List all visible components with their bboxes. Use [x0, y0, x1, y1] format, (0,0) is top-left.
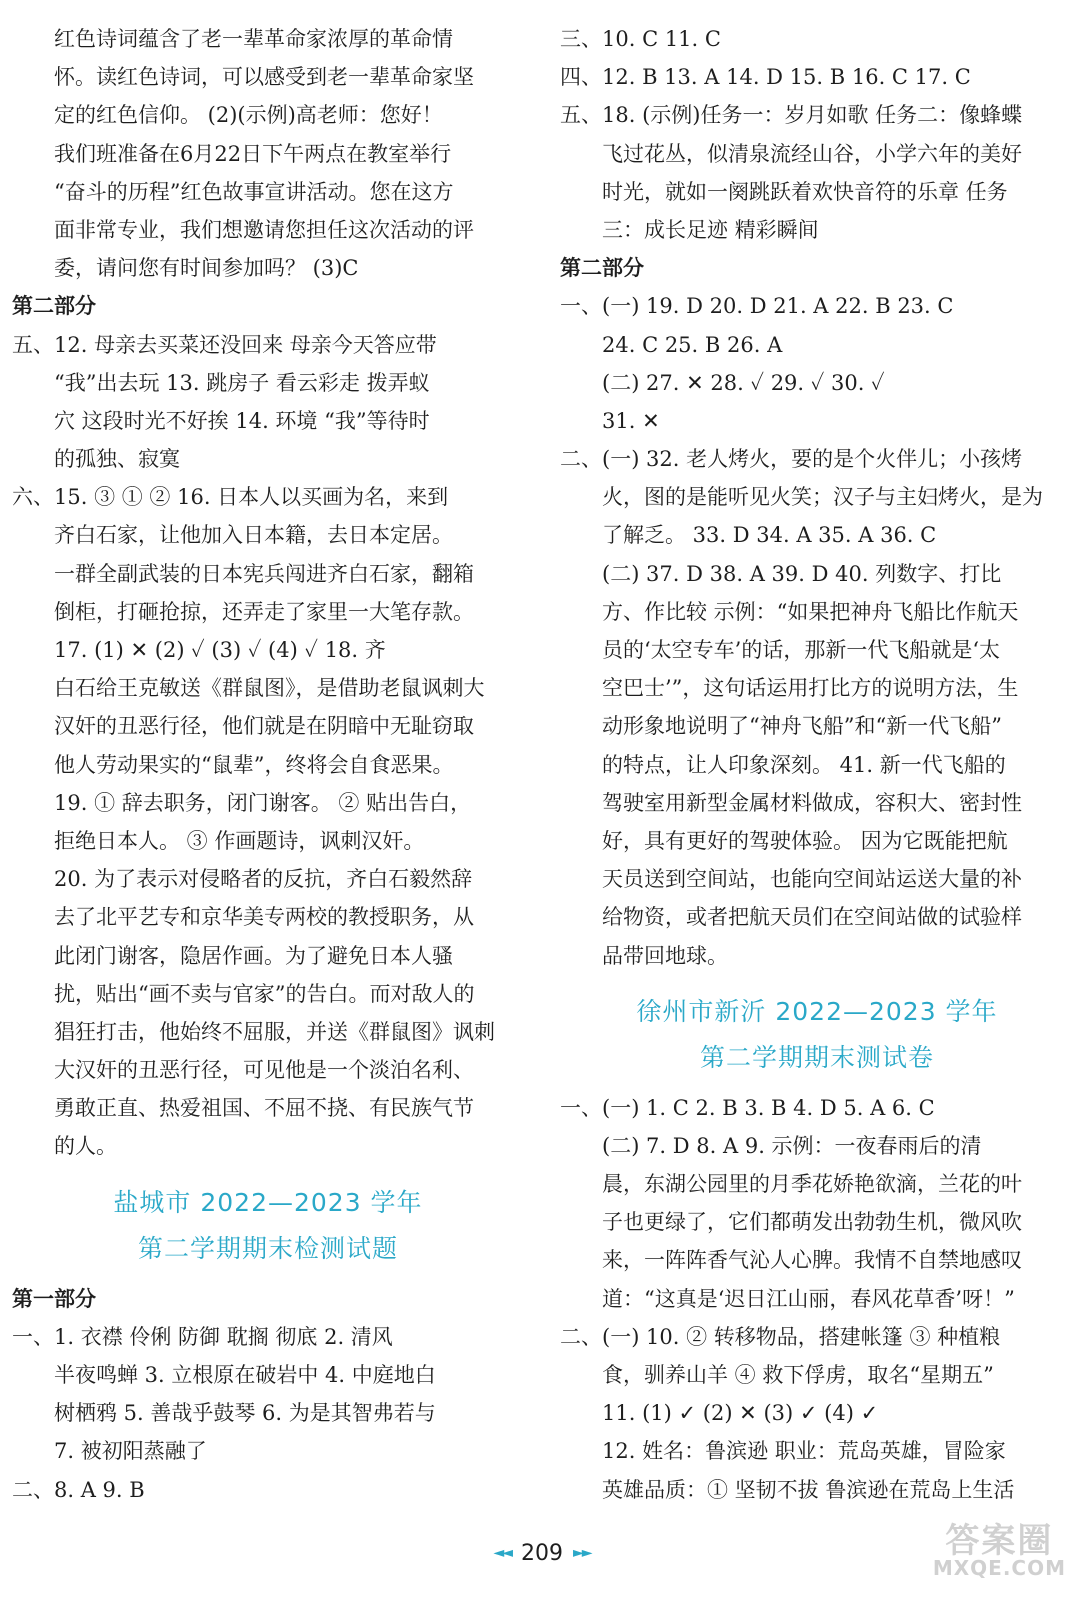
answer-line: 英雄品质：① 坚韧不拔 鲁滨逊在荒岛上生活 [602, 1477, 1015, 1502]
answer-line: 齐白石家，让他加入日本籍，去日本定居。 [54, 523, 453, 548]
answer-line: 17. (1) ✕ (2) ✓ (3) ✓ (4) ✓ 18. 齐 [54, 638, 386, 662]
page-number-text: 209 [521, 1540, 563, 1566]
answer-line: 红色诗词蕴含了老一辈革命家浓厚的革命情 [54, 27, 453, 51]
answer-line: 空巴士’”，这句话运用打比方的说明方法，生 [602, 676, 1019, 701]
watermark-site: MXQE.COM [932, 1556, 1066, 1580]
answer-line: 24. C 25. B 26. A [602, 332, 783, 357]
answer-line: 四、12. B 13. A 14. D 15. B 16. C 17. C [560, 65, 971, 90]
answer-line: 猖狂打击，他始终不屈服，并送《群鼠图》讽刺 [54, 1019, 495, 1044]
answer-line: 的人。 [54, 1134, 117, 1159]
answer-line: 11. (1) ✓ (2) ✕ (3) ✓ (4) ✓ [602, 1401, 879, 1426]
page-number [0, 1540, 1084, 1566]
left-answer-lines-after [12, 1280, 524, 1509]
answer-line: 定的红色信仰。 (2)(示例)高老师：您好！ [54, 103, 443, 128]
answer-line: 的孤独、寂寞 [54, 447, 180, 472]
answer-line: (二) 27. ✕ 28. ✓ 29. ✓ 30. ✓ [602, 370, 885, 395]
answer-line: 的特点，让人印象深刻。 41. 新一代飞船的 [602, 752, 1006, 777]
answer-line: 汉奸的丑恶行径，他们就是在阴暗中无耻窃取 [54, 714, 474, 739]
answer-line: 六、15. ③ ① ② 16. 日本人以买画为名，来到 [12, 485, 449, 510]
answer-line: 二、(一) 10. ② 转移物品，搭建帐篷 ③ 种植粮 [560, 1324, 1001, 1349]
answer-line: 三：成长足迹 精彩瞬间 [602, 217, 819, 242]
answer-line: 白石给王克敏送《群鼠图》，是借助老鼠讽刺大 [54, 676, 485, 701]
answer-line: 三、10. C 11. C [560, 27, 721, 51]
answer-line: 方、作比较 示例：“如果把神舟飞船比作航天 [602, 599, 1019, 624]
answer-line: 好，具有更好的驾驶体验。 因为它既能把航 [602, 828, 1008, 853]
answer-line: 拒绝日本人。 ③ 作画题诗，讽刺汉奸。 [54, 828, 425, 853]
answer-line: 驾驶室用新型金属材料做成，容积大、密封性 [602, 790, 1022, 815]
answer-line: 来，一阵阵香气沁人心脾。我情不自禁地感叹 [602, 1248, 1022, 1273]
answer-line: 品带回地球。 [602, 943, 728, 968]
answer-line: (二) 7. D 8. A 9. 示例：一夜春雨后的清 [602, 1133, 982, 1158]
answer-line: 12. 姓名：鲁滨逊 职业：荒岛英雄，冒险家 [602, 1439, 1006, 1464]
answer-line: 勇敢正直、热爱祖国、不屈不挠、有民族气节 [54, 1096, 474, 1121]
answer-line: 此闭门谢客，隐居作画。为了避免日本人骚 [54, 943, 453, 968]
answer-line: 一、(一) 19. D 20. D 21. A 22. B 23. C [560, 294, 954, 319]
answer-line: 一、1. 衣襟 伶俐 防御 耽搁 彻底 2. 清风 [12, 1324, 393, 1349]
heading-line-2: 第二学期期末检测试题 [137, 1233, 398, 1263]
left-column [12, 20, 524, 1509]
answer-line: 一群全副武装的日本宪兵闯进齐白石家，翻箱 [54, 561, 474, 586]
right-answer-lines [560, 20, 1074, 975]
answer-line: 大汉奸的丑恶行径，可见他是一个淡泊名利、 [54, 1058, 474, 1083]
answer-line: (二) 37. D 38. A 39. D 40. 列数字、打比 [602, 561, 1002, 586]
left-answer-lines [12, 20, 524, 1166]
answer-line: 树栖鸦 5. 善哉乎鼓琴 6. 为是其智弗若与 [54, 1401, 436, 1426]
answer-line: 道：“这真是‘迟日江山丽，春风花草香’呀！” [602, 1286, 1015, 1311]
section-label: 第二部分 [560, 255, 644, 281]
answer-line: 员的‘太空专车’的话，那新一代飞船就是‘太 [602, 638, 1001, 662]
section-label: 第二部分 [12, 293, 96, 319]
answer-line: 子也更绿了，它们都萌发出勃勃生机，微风吹 [602, 1210, 1022, 1235]
answer-line: 给物资，或者把航天员们在空间站做的试验样 [602, 905, 1022, 930]
answer-line: 动形象地说明了“神舟飞船”和“新一代飞船” [602, 714, 1002, 739]
watermark-logo-text: 答案圈 [945, 1521, 1054, 1561]
right-column [560, 20, 1074, 1509]
answer-line: 委，请问您有时间参加吗？ (3)C [54, 256, 359, 281]
answer-line: 7. 被初阳蒸融了 [54, 1439, 207, 1464]
answer-line: 怀。读红色诗词，可以感受到老一辈革命家坚 [54, 65, 474, 90]
answer-line: “奋斗的历程”红色故事宣讲活动。您在这方 [54, 179, 454, 204]
answer-line: 二、(一) 32. 老人烤火，要的是个火伴儿；小孩烤 [560, 447, 1023, 472]
answer-line: 面非常专业，我们想邀请您担任这次活动的评 [54, 217, 474, 242]
xinyi-exam-heading [560, 989, 1074, 1081]
answer-line: 去了北平艺专和京华美专两校的教授职务，从 [54, 905, 474, 930]
answer-line: 火，图的是能听见火笑；汉子与主妇烤火，是为 [602, 485, 1043, 510]
answer-line: 19. ① 辞去职务，闭门谢客。 ② 贴出告白， [54, 790, 472, 815]
answer-line: 一、(一) 1. C 2. B 3. B 4. D 5. A 6. C [560, 1095, 935, 1120]
answer-line: 穴 这段时光不好挨 14. 环境 “我”等待时 [54, 408, 430, 433]
answer-line: 31. ✕ [602, 408, 660, 433]
answer-line: 食，驯养山羊 ④ 救下俘虏，取名“星期五” [602, 1363, 994, 1387]
answer-line: 二、8. A 9. B [12, 1477, 145, 1502]
answer-line: 半夜鸣蝉 3. 立根原在破岩中 4. 中庭地白 [54, 1363, 436, 1387]
right-answer-lines-after [560, 1089, 1074, 1509]
answer-line: “我”出去玩 13. 跳房子 看云彩走 拨弄蚁 [54, 370, 430, 395]
heading-line-2: 第二学期期末测试卷 [699, 1042, 934, 1072]
answer-line: 飞过花丛，似清泉流经山谷，小学六年的美好 [602, 141, 1022, 166]
watermark [932, 1521, 1066, 1580]
answer-line: 时光，就如一阕跳跃着欢快音符的乐章 任务 [602, 179, 1008, 204]
heading-line-1: 徐州市新沂 2022—2023 学年 [636, 996, 998, 1026]
right-arrows-icon: ►► [573, 1545, 591, 1561]
yancheng-exam-heading [12, 1180, 524, 1272]
answer-line: 我们班准备在6月22日下午两点在教室举行 [54, 141, 452, 166]
answer-line: 倒柜，打砸抢掠，还弄走了家里一大笔存款。 [54, 599, 474, 624]
answer-line: 晨，东湖公园里的月季花娇艳欲滴，兰花的叶 [602, 1172, 1022, 1197]
section-label: 第一部分 [12, 1285, 96, 1311]
heading-line-1: 盐城市 2022—2023 学年 [113, 1187, 423, 1217]
answer-line: 了解乏。 33. D 34. A 35. A 36. C [602, 523, 937, 548]
answer-line: 20. 为了表示对侵略者的反抗，齐白石毅然辞 [54, 867, 473, 892]
answer-line: 他人劳动果实的“鼠辈”，终将会自食恶果。 [54, 752, 454, 777]
left-arrows-icon: ◄◄ [493, 1545, 511, 1561]
answer-line: 扰，贴出“画不卖与官家”的告白。而对敌人的 [54, 981, 475, 1006]
answer-line: 五、18. (示例)任务一：岁月如歌 任务二：像蜂蝶 [560, 103, 1023, 128]
answer-line: 五、12. 母亲去买菜还没回来 母亲今天答应带 [12, 332, 437, 357]
answer-line: 天员送到空间站，也能向空间站运送大量的补 [602, 867, 1022, 892]
